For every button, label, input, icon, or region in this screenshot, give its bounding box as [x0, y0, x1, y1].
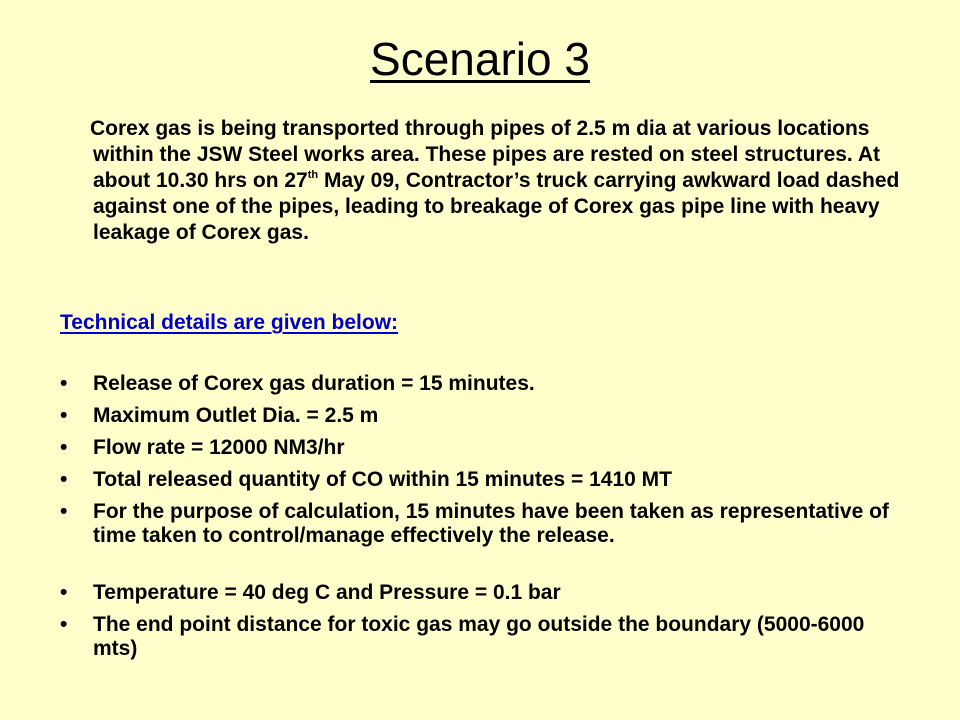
bullet-item-temperature-pressure: [60, 581, 900, 605]
bullet-icon: •: [60, 581, 68, 604]
slide-title: Scenario 3: [370, 33, 590, 85]
description-text-part-2: May 09, Contractor’s truck carrying awkward load dashed against one of the pipes, leading to breakage of Corex gas pipe line with heavy leakage of Corex gas.: [93, 169, 900, 244]
bullet-text: Flow rate = 12000 NM3/hr: [93, 436, 345, 459]
bullet-item-outlet-diameter: [60, 404, 900, 428]
bullet-text: Maximum Outlet Dia. = 2.5 m: [93, 404, 379, 427]
bullet-text: The end point distance for toxic gas may go outside the boundary (5000-6000 mts): [93, 613, 865, 660]
bullet-item-end-point-distance: [60, 613, 900, 661]
bullet-text: Release of Corex gas duration = 15 minutes.: [93, 372, 535, 395]
bullet-item-release-duration: [60, 372, 900, 396]
bullet-text: Total released quantity of CO within 15 minutes = 1410 MT: [93, 468, 672, 491]
bullet-icon: •: [60, 500, 68, 523]
bullet-icon: •: [60, 404, 68, 427]
bullet-item-calculation-basis: [60, 500, 900, 548]
bullet-icon: •: [60, 468, 68, 491]
bullet-icon: •: [60, 372, 68, 395]
description-text-part-1: Corex gas is being transported through pipes of 2.5 m dia at various locations within the JSW Steel works area. These pipes are rested on steel structures. At about 10.30 hrs on 27: [90, 117, 880, 192]
bullet-icon: •: [60, 613, 68, 636]
bullet-text: Temperature = 40 deg C and Pressure = 0.1 bar: [93, 581, 561, 604]
technical-details-heading: Technical details are given below:: [60, 311, 399, 334]
bullet-icon: •: [60, 436, 68, 459]
bullet-item-released-quantity: [60, 468, 900, 492]
date-ordinal-suffix: th: [307, 169, 319, 181]
bullet-text: For the purpose of calculation, 15 minutes have been taken as representative of time taken to control/manage effectively the release.: [93, 500, 889, 547]
bullet-item-flow-rate: [60, 436, 900, 460]
